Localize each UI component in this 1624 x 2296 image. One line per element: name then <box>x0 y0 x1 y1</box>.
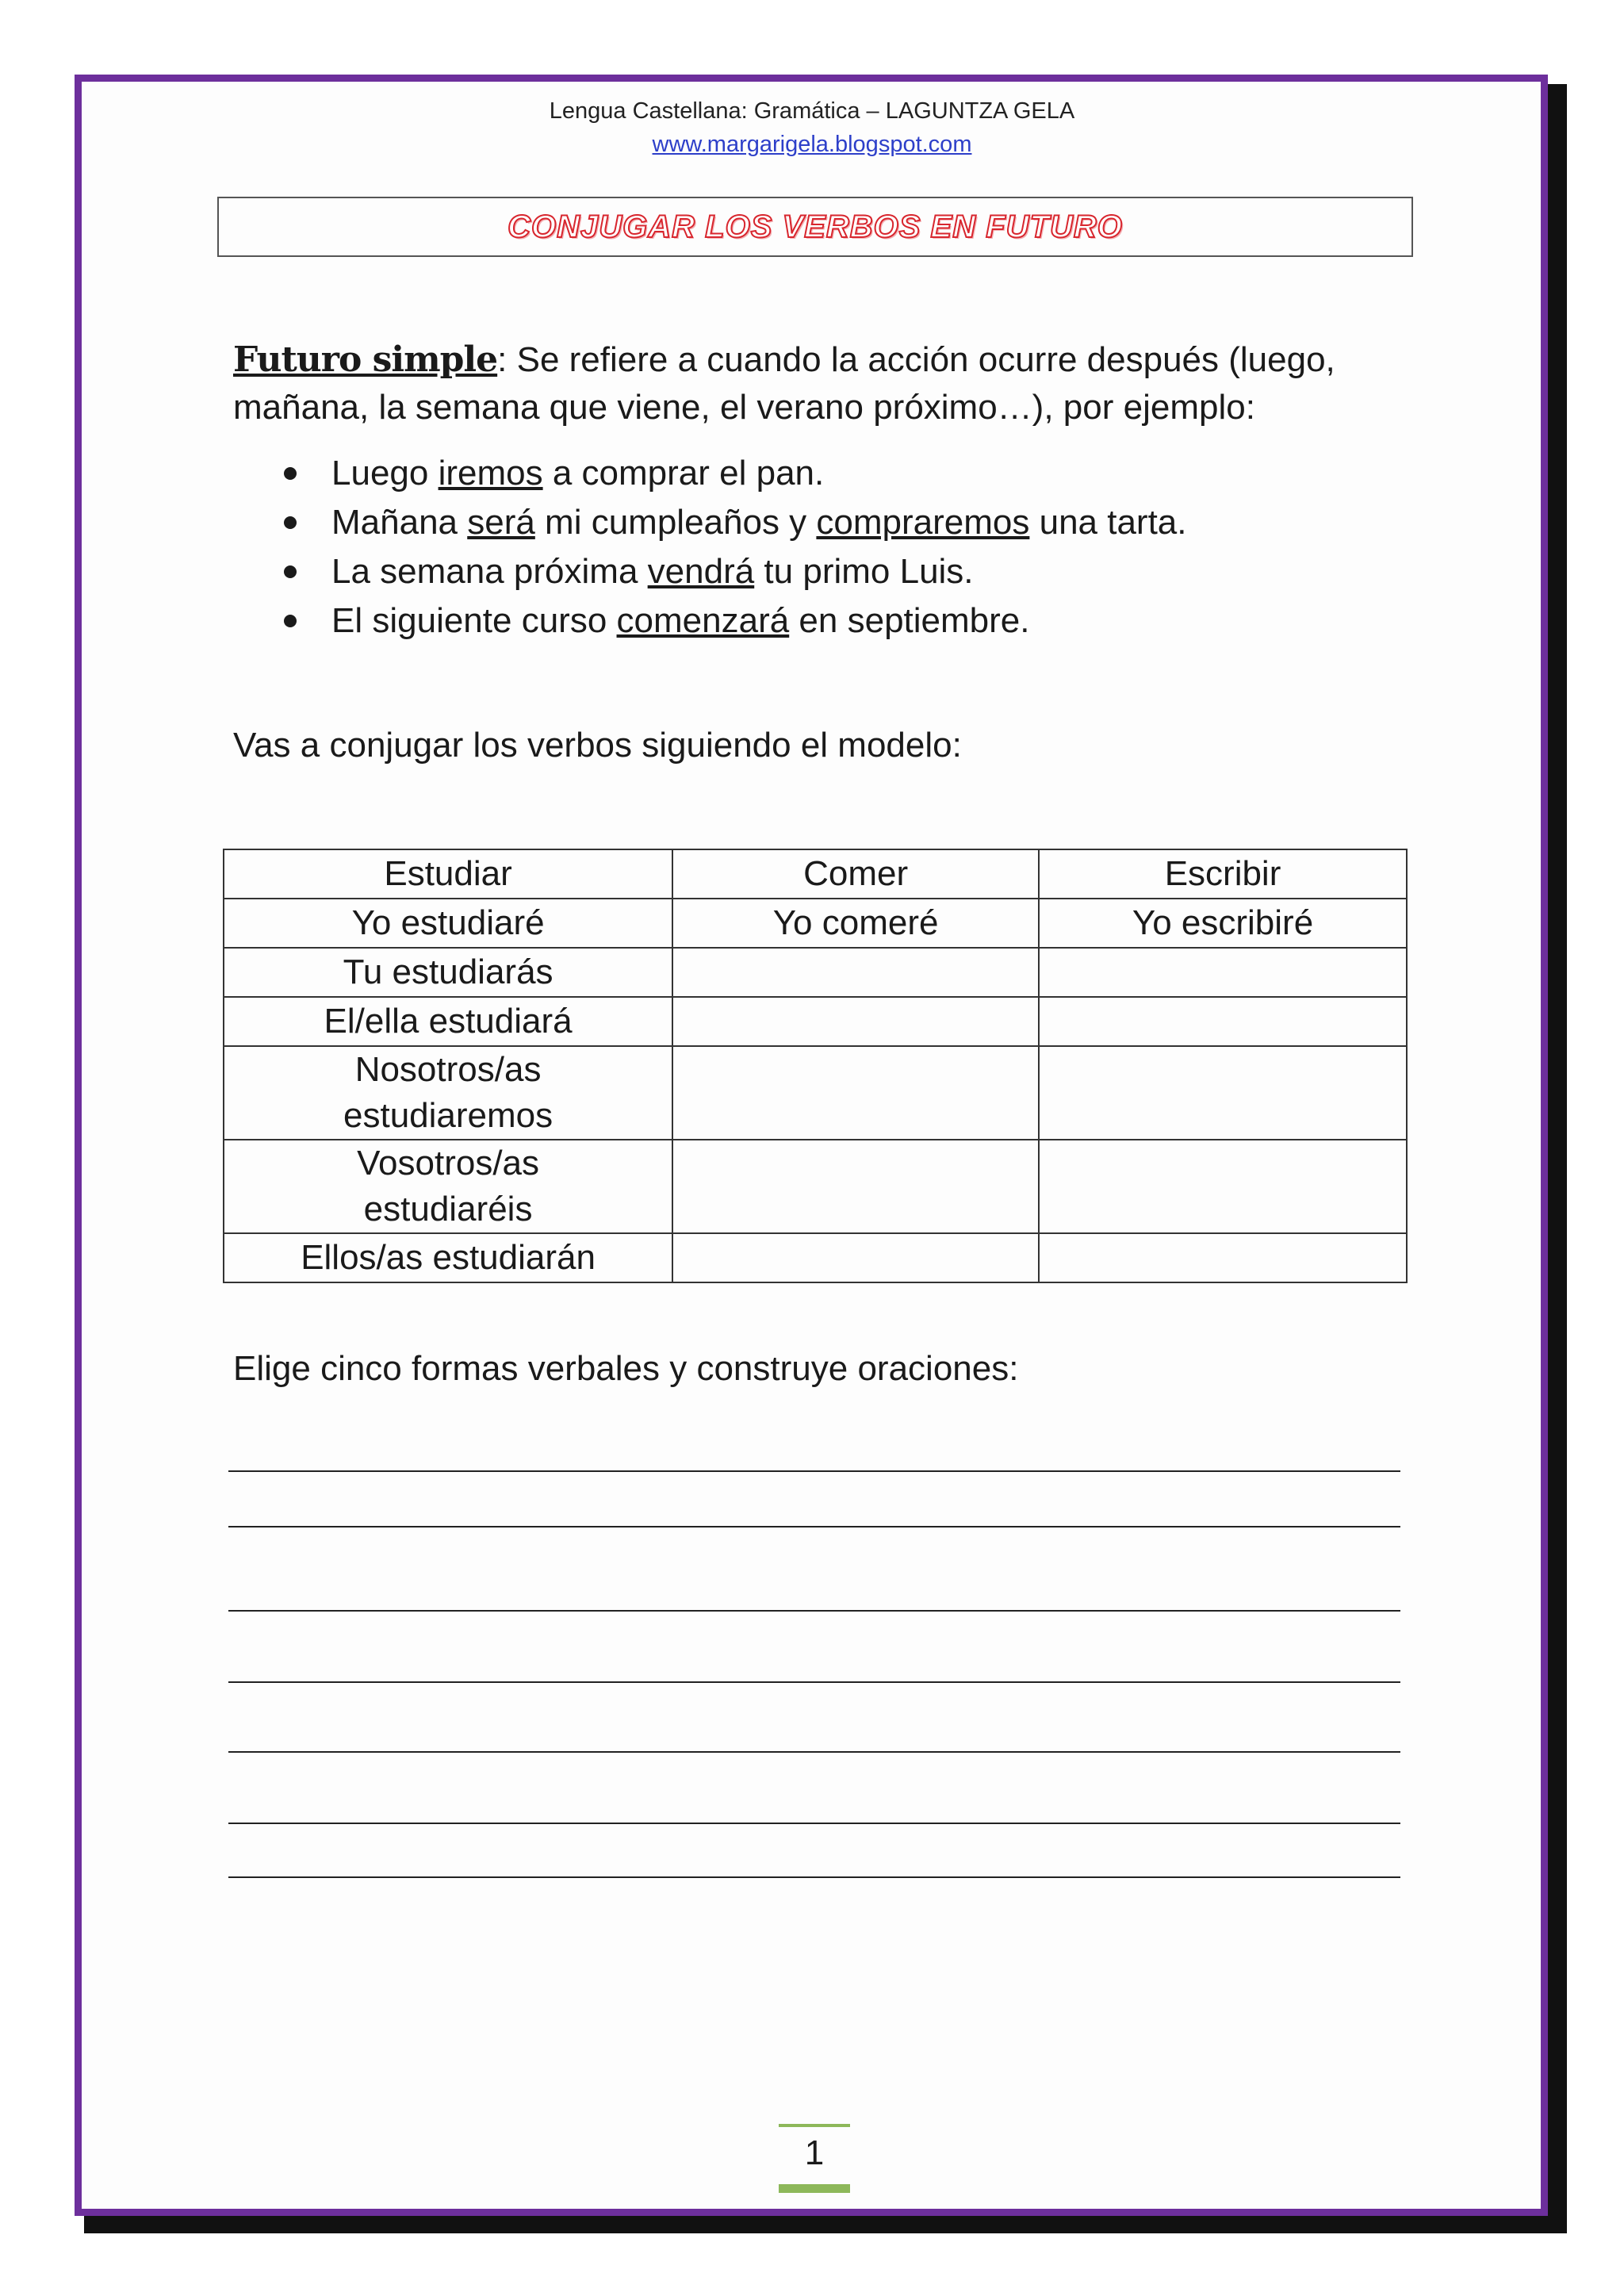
example-verb: compraremos <box>816 503 1030 542</box>
writing-line[interactable] <box>228 1751 1400 1753</box>
example-text: Mañana <box>331 503 468 542</box>
table-cell: Yo escribiré <box>1039 899 1407 948</box>
column-header-estudiar: Estudiar <box>224 849 672 899</box>
example-text: tu primo Luis. <box>754 552 974 591</box>
example-verb: vendrá <box>647 552 755 591</box>
table-cell: Yo estudiaré <box>224 899 672 948</box>
bullet-icon <box>284 565 297 578</box>
bullet-icon <box>284 615 297 627</box>
heading-box <box>217 197 1413 257</box>
intro-term: Futuro simple <box>233 339 498 380</box>
answer-cell[interactable] <box>1039 1233 1407 1282</box>
answer-cell[interactable] <box>1039 1140 1407 1233</box>
examples-list <box>233 449 1187 646</box>
writing-line[interactable] <box>228 1823 1400 1824</box>
example-text: mi cumpleaños y <box>534 503 817 542</box>
example-text: en septiembre. <box>789 601 1030 640</box>
list-item <box>233 596 1187 646</box>
answer-cell[interactable] <box>1039 1046 1407 1140</box>
intro-text-1: : Se refiere a cuando la acción ocurre después (luego, <box>497 340 1335 379</box>
writing-line[interactable] <box>228 1681 1400 1683</box>
page-number-bar-top <box>779 2124 850 2127</box>
column-header-escribir: Escribir <box>1039 849 1407 899</box>
example-text: La semana próxima <box>331 552 648 591</box>
example-text: El siguiente curso <box>331 601 617 640</box>
table-row <box>224 899 1407 948</box>
answer-cell[interactable] <box>672 1233 1039 1282</box>
example-verb: comenzará <box>616 601 790 640</box>
header-url-link[interactable]: www.margarigela.blogspot.com <box>652 132 972 157</box>
example-verb: será <box>467 503 535 542</box>
answer-cell[interactable] <box>1039 948 1407 997</box>
sentences-instruction: Elige cinco formas verbales y construye oraciones: <box>233 1349 1019 1388</box>
intro-paragraph <box>233 336 1407 431</box>
list-item <box>233 547 1187 596</box>
list-item <box>233 498 1187 547</box>
writing-line[interactable] <box>228 1876 1400 1878</box>
answer-cell[interactable] <box>672 948 1039 997</box>
heading-title: CONJUGAR LOS VERBOS EN FUTURO <box>508 209 1123 244</box>
answer-cell[interactable] <box>672 1140 1039 1233</box>
table-row <box>224 1233 1407 1282</box>
table-cell: El/ella estudiará <box>224 997 672 1046</box>
table-cell: Yo comeré <box>672 899 1039 948</box>
column-header-comer: Comer <box>672 849 1039 899</box>
table-cell: Tu estudiarás <box>224 948 672 997</box>
example-text: una tarta. <box>1029 503 1187 542</box>
writing-line[interactable] <box>228 1470 1400 1472</box>
header-title: Lengua Castellana: Gramática – LAGUNTZA GELA <box>549 98 1075 124</box>
table-cell: Ellos/as estudiarán <box>224 1233 672 1282</box>
answer-cell[interactable] <box>672 1046 1039 1140</box>
page-number: 1 <box>804 2133 825 2172</box>
list-item <box>233 449 1187 498</box>
table-instruction: Vas a conjugar los verbos siguiendo el modelo: <box>233 726 962 765</box>
writing-line[interactable] <box>228 1526 1400 1527</box>
answer-cell[interactable] <box>1039 997 1407 1046</box>
bullet-icon <box>284 467 297 480</box>
intro-text-2: mañana, la semana que viene, el verano próximo…), por ejemplo: <box>233 388 1255 427</box>
example-text: Luego <box>331 454 439 493</box>
table-cell: Vosotros/as estudiaréis <box>224 1140 672 1233</box>
bullet-icon <box>284 516 297 529</box>
table-row <box>224 997 1407 1046</box>
table-cell: Nosotros/as estudiaremos <box>224 1046 672 1140</box>
conjugation-table <box>223 849 1408 1283</box>
example-text: a comprar el pan. <box>542 454 825 493</box>
table-row <box>224 1140 1407 1233</box>
answer-cell[interactable] <box>672 997 1039 1046</box>
page-number-bar-bottom <box>779 2184 850 2193</box>
example-verb: iremos <box>438 454 543 493</box>
table-header-row <box>224 849 1407 899</box>
writing-line[interactable] <box>228 1610 1400 1612</box>
table-row <box>224 948 1407 997</box>
table-row <box>224 1046 1407 1140</box>
